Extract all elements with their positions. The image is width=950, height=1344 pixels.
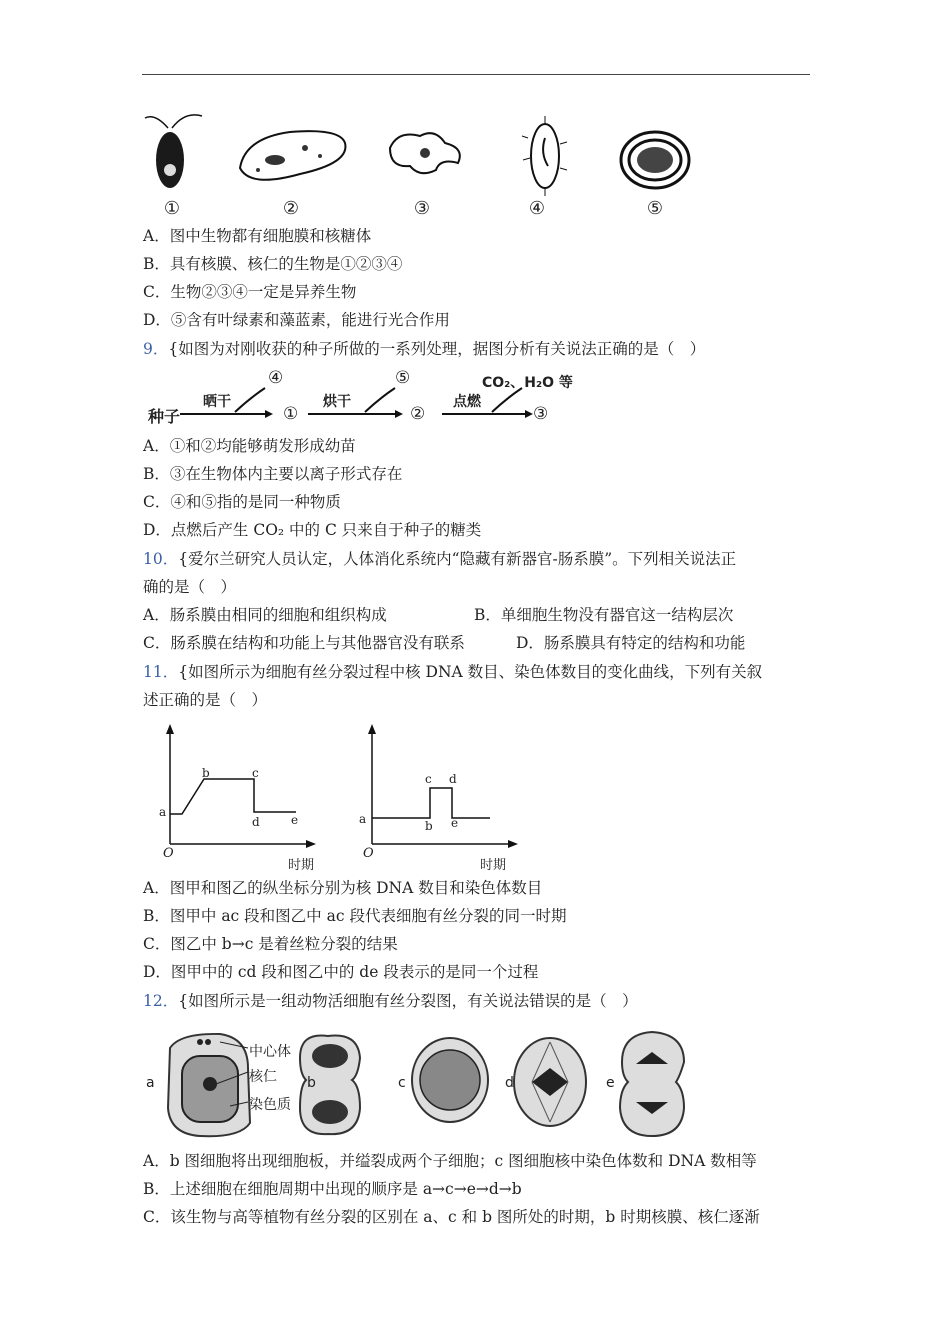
label-nucleolus: 核仁 [249,1069,277,1085]
organism-label-5: ⑤ [646,198,664,219]
graph-b-label-c: c [425,772,432,786]
q10-number: 10． [143,550,179,568]
q11-option-a: A．图甲和图乙的纵坐标分别为核 DNA 数目和染色体数目 [143,879,543,897]
cell-label-b: b [307,1075,316,1091]
graph-b-label-e: e [451,816,459,830]
q8-option-b: B．具有核膜、核仁的生物是①②③④ [143,255,403,273]
diagram-out-1: ① [283,404,299,424]
q9-option-a: A．①和②均能够萌发形成幼苗 [143,437,356,455]
organism-2-paramecium [240,131,345,180]
graph-b-origin: O [363,846,374,861]
q9-option-d: D．点燃后产生 CO₂ 中的 C 只来自于种子的糖类 [143,521,482,539]
q11-stem-line2: 述正确的是（ ） [143,691,268,709]
q8-option-a: A．图中生物都有细胞膜和核糖体 [143,227,372,245]
q11-number: 11． [143,663,179,681]
q12-option-b: B．上述细胞在细胞周期中出现的顺序是 a→c→e→d→b [143,1180,522,1198]
q12-number: 12． [143,992,179,1010]
q11-stem-text: {如图所示为细胞有丝分裂过程中核 DNA 数目、染色体数目的变化曲线，下列有关叙 [178,663,763,681]
q10-option-c: C．肠系膜在结构和功能上与其他器官没有联系 [143,634,465,652]
q12-option-a: A．b 图细胞将出现细胞板，并缢裂成两个子细胞；c 图细胞核中染色体数和 DNA 数相等 [143,1152,757,1170]
graph-b-label-a: a [359,812,367,826]
graph-a [150,722,320,872]
q12-stem [143,991,638,1011]
cell-e [620,1032,684,1136]
cell-label-e: e [606,1075,615,1091]
q12-stem-text: {如图所示是一组动物活细胞有丝分裂图，有关说法错误的是（ ） [178,992,638,1010]
q10-stem-text: {爱尔兰研究人员认定，人体消化系统内“隐藏有新器官-肠系膜”。下列相关说法正 [178,550,737,568]
organisms-figure [140,108,700,198]
q10-option-b: B．单细胞生物没有器官这一结构层次 [474,606,734,624]
organism-label-1: ① [163,198,181,219]
cell-d [514,1038,586,1126]
cell-label-a: a [146,1075,155,1091]
label-chromatin: 染色质 [249,1097,291,1113]
q9-number: 9． [143,340,169,358]
organism-3-amoeba [390,133,460,173]
graph-b [352,722,522,872]
q10-stem-line2: 确的是（ ） [143,578,237,596]
cell-label-d: d [505,1075,514,1091]
label-centrosome: 中心体 [249,1044,291,1060]
mitosis-figure [160,1028,700,1140]
organism-5-cyanobacterium [621,132,689,188]
q9-option-c: C．④和⑤指的是同一种物质 [143,493,341,511]
graph-a-origin: O [163,846,174,861]
diagram-seed: 种子 [148,407,181,426]
graph-b-label-d: d [449,772,457,786]
diagram-lost-2: ⑤ [395,368,411,388]
q11-option-c: C．图乙中 b→c 是着丝粒分裂的结果 [143,935,398,953]
graph-a-label-c: c [252,766,259,780]
diagram-gas: CO₂、H₂O 等 [482,375,573,391]
cell-label-c: c [398,1075,406,1091]
q8-option-d: D．⑤含有叶绿素和藻蓝素，能进行光合作用 [143,311,450,329]
q9-option-b: B．③在生物体内主要以离子形式存在 [143,465,403,483]
q11-option-d: D．图甲中的 cd 段和图乙中的 de 段表示的是同一个过程 [143,963,539,981]
organism-1-chlamydomonas [145,115,202,188]
diagram-sun-dry: 晒干 [203,394,231,410]
q9-stem [143,339,705,359]
graph-b-xlabel: 时期 [480,858,507,873]
graph-a-label-e: e [291,813,299,827]
q8-option-c: C．生物②③④一定是异养生物 [143,283,357,301]
organism-4-bacterium [522,116,567,196]
graph-a-label-a: a [159,805,167,819]
diagram-burn: 点燃 [453,394,481,410]
q10-option-a: A．肠系膜由相同的细胞和组织构成 [143,606,387,624]
organism-label-2: ② [282,198,300,219]
organism-label-3: ③ [413,198,431,219]
q11-option-b: B．图甲中 ac 段和图乙中 ac 段代表细胞有丝分裂的同一时期 [143,907,567,925]
graph-a-xlabel: 时期 [288,858,315,873]
organism-label-4: ④ [528,198,546,219]
q9-stem-text: {如图为对刚收获的种子所做的一系列处理，据图分析有关说法正确的是（ ） [168,340,706,358]
cell-a [168,1034,250,1136]
diagram-out-3: ③ [533,404,549,424]
header-rule [142,74,810,75]
q12-option-c: C．该生物与高等植物有丝分裂的区别在 a、c 和 b 图所处的时期，b 时期核膜、核仁逐渐 [143,1208,760,1226]
diagram-oven-dry: 烘干 [323,394,351,410]
diagram-out-2: ② [410,404,426,424]
q10-option-d: D．肠系膜具有特定的结构和功能 [516,634,746,652]
q11-stem-line1 [143,662,762,682]
q10-stem-line1 [143,549,736,569]
graph-b-label-b: b [425,819,433,833]
diagram-lost-1: ④ [268,368,284,388]
cell-c [412,1038,488,1122]
graph-a-label-d: d [252,815,260,829]
graph-a-label-b: b [202,766,210,780]
